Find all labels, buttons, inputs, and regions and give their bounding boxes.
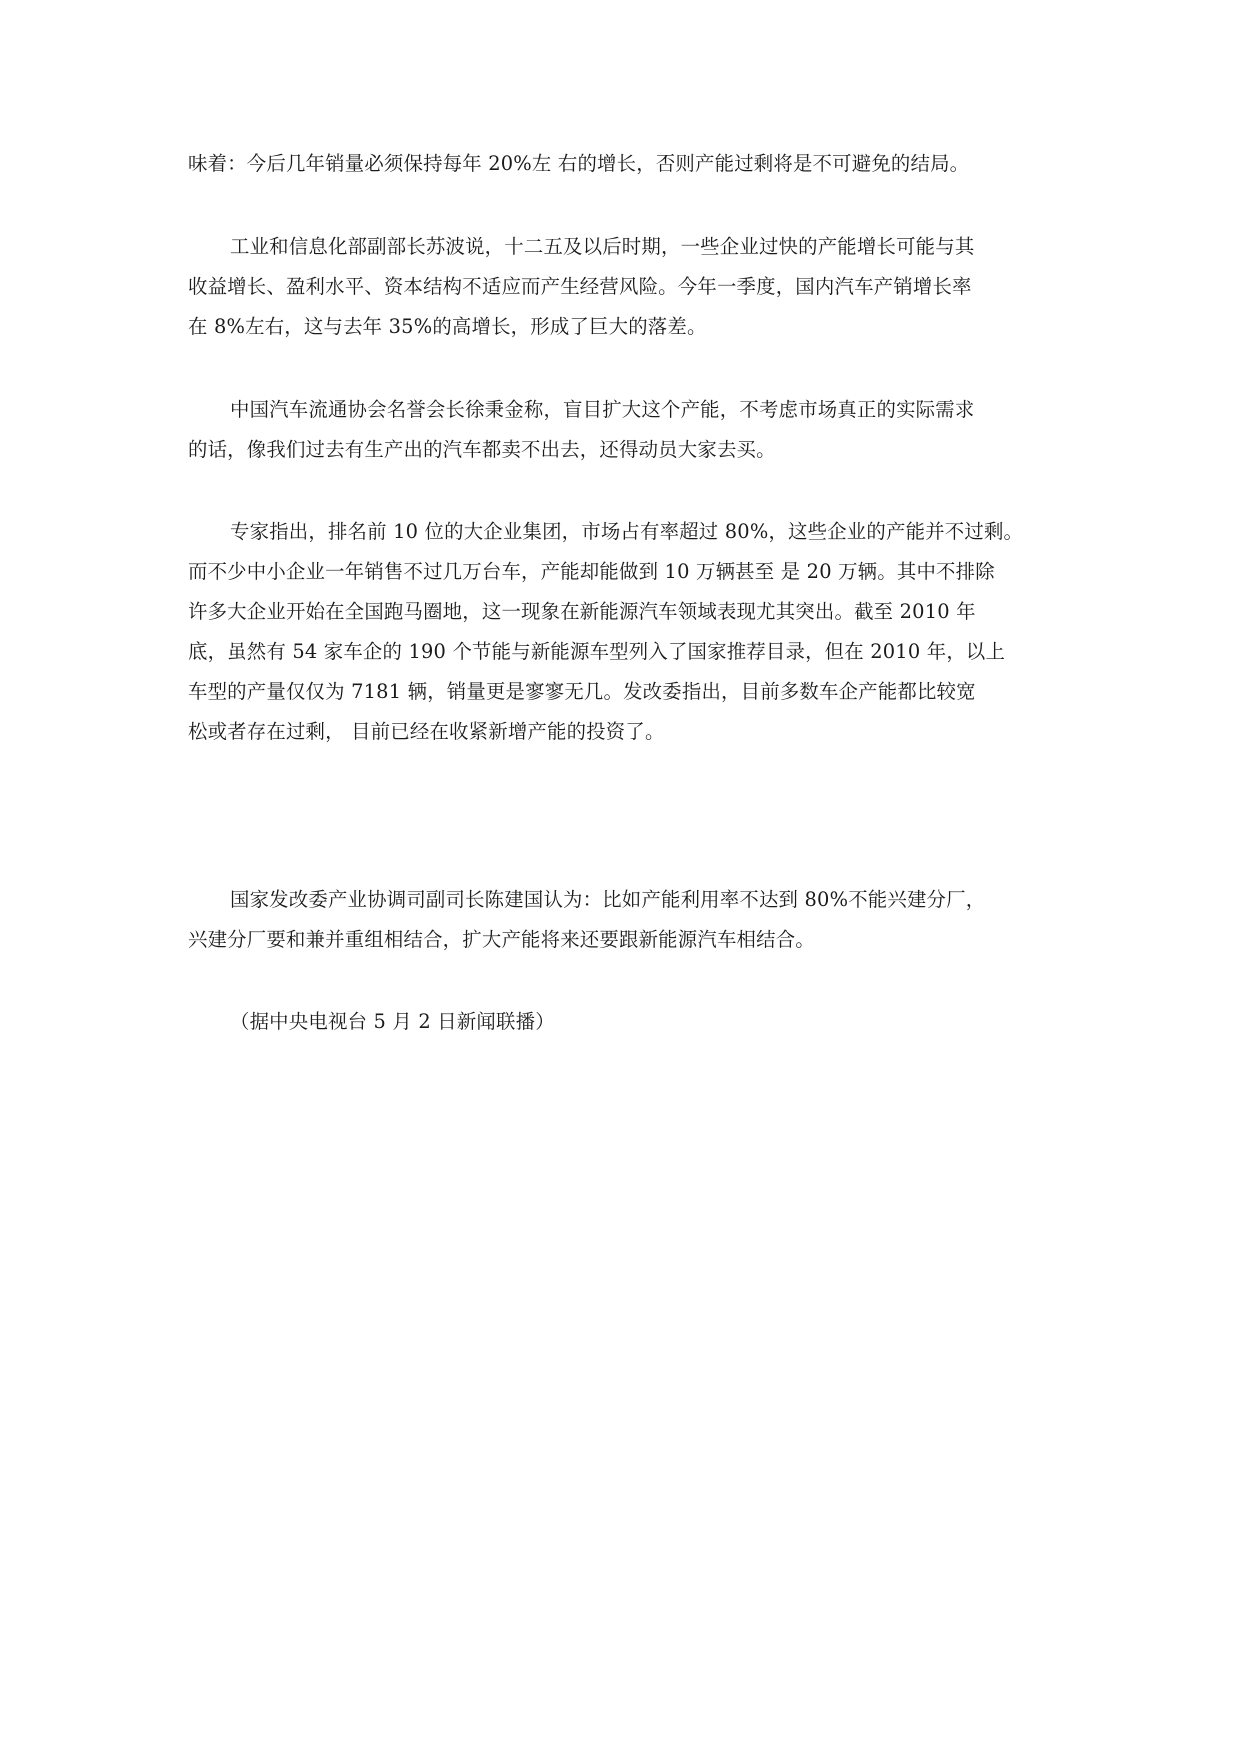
text-line: 工业和信息化部副部长苏波说，十二五及以后时期，一些企业过快的产能增长可能与其 — [230, 235, 975, 258]
text-line: 车型的产量仅仅为 7181 辆，销量更是寥寥无几。发改委指出，目前多数车企产能都比较宽 — [188, 680, 976, 703]
text-line: 的话，像我们过去有生产出的汽车都卖不出去，还得动员大家去买。 — [188, 438, 776, 461]
paragraph-experts — [188, 512, 1064, 752]
text-line: 松或者存在过剩， 目前已经在收紧新增产能的投资了。 — [188, 720, 665, 743]
paragraph-su-bo — [188, 227, 1064, 347]
text-line: （据中央电视台 5 月 2 日新闻联播） — [230, 1010, 555, 1033]
text-line: 中国汽车流通协会名誉会长徐秉金称，盲目扩大这个产能，不考虑市场真正的实际需求 — [230, 398, 975, 421]
text-line: 在 8%左右，这与去年 35%的高增长，形成了巨大的落差。 — [188, 315, 707, 338]
text-line: 味着：今后几年销量必须保持每年 20%左 右的增长，否则产能过剩将是不可避免的结局。 — [188, 152, 970, 175]
text-line: 收益增长、盈利水平、资本结构不适应而产生经营风险。今年一季度，国内汽车产销增长率 — [188, 275, 972, 298]
text-line: 而不少中小企业一年销售不过几万台车，产能却能做到 10 万辆甚至 是 20 万辆。其中不排除 — [188, 560, 995, 583]
text-line: 兴建分厂要和兼并重组相结合，扩大产能将来还要跟新能源汽车相结合。 — [188, 928, 815, 951]
text-line: 国家发改委产业协调司副司长陈建国认为：比如产能利用率不达到 80%不能兴建分厂， — [230, 888, 986, 911]
text-line: 底，虽然有 54 家车企的 190 个节能与新能源车型列入了国家推荐目录，但在 2010 年，以上 — [188, 640, 1006, 663]
source-note — [188, 1002, 1064, 1042]
text-line: 许多大企业开始在全国跑马圈地，这一现象在新能源汽车领域表现尤其突出。截至 2010 年 — [188, 600, 976, 623]
paragraph-chen-jianguo — [188, 880, 1064, 960]
paragraph-xu-bingjin — [188, 390, 1064, 470]
text-line: 专家指出，排名前 10 位的大企业集团，市场占有率超过 80%，这些企业的产能并不过剩。 — [230, 520, 1024, 543]
paragraph-continuation — [188, 144, 1064, 184]
